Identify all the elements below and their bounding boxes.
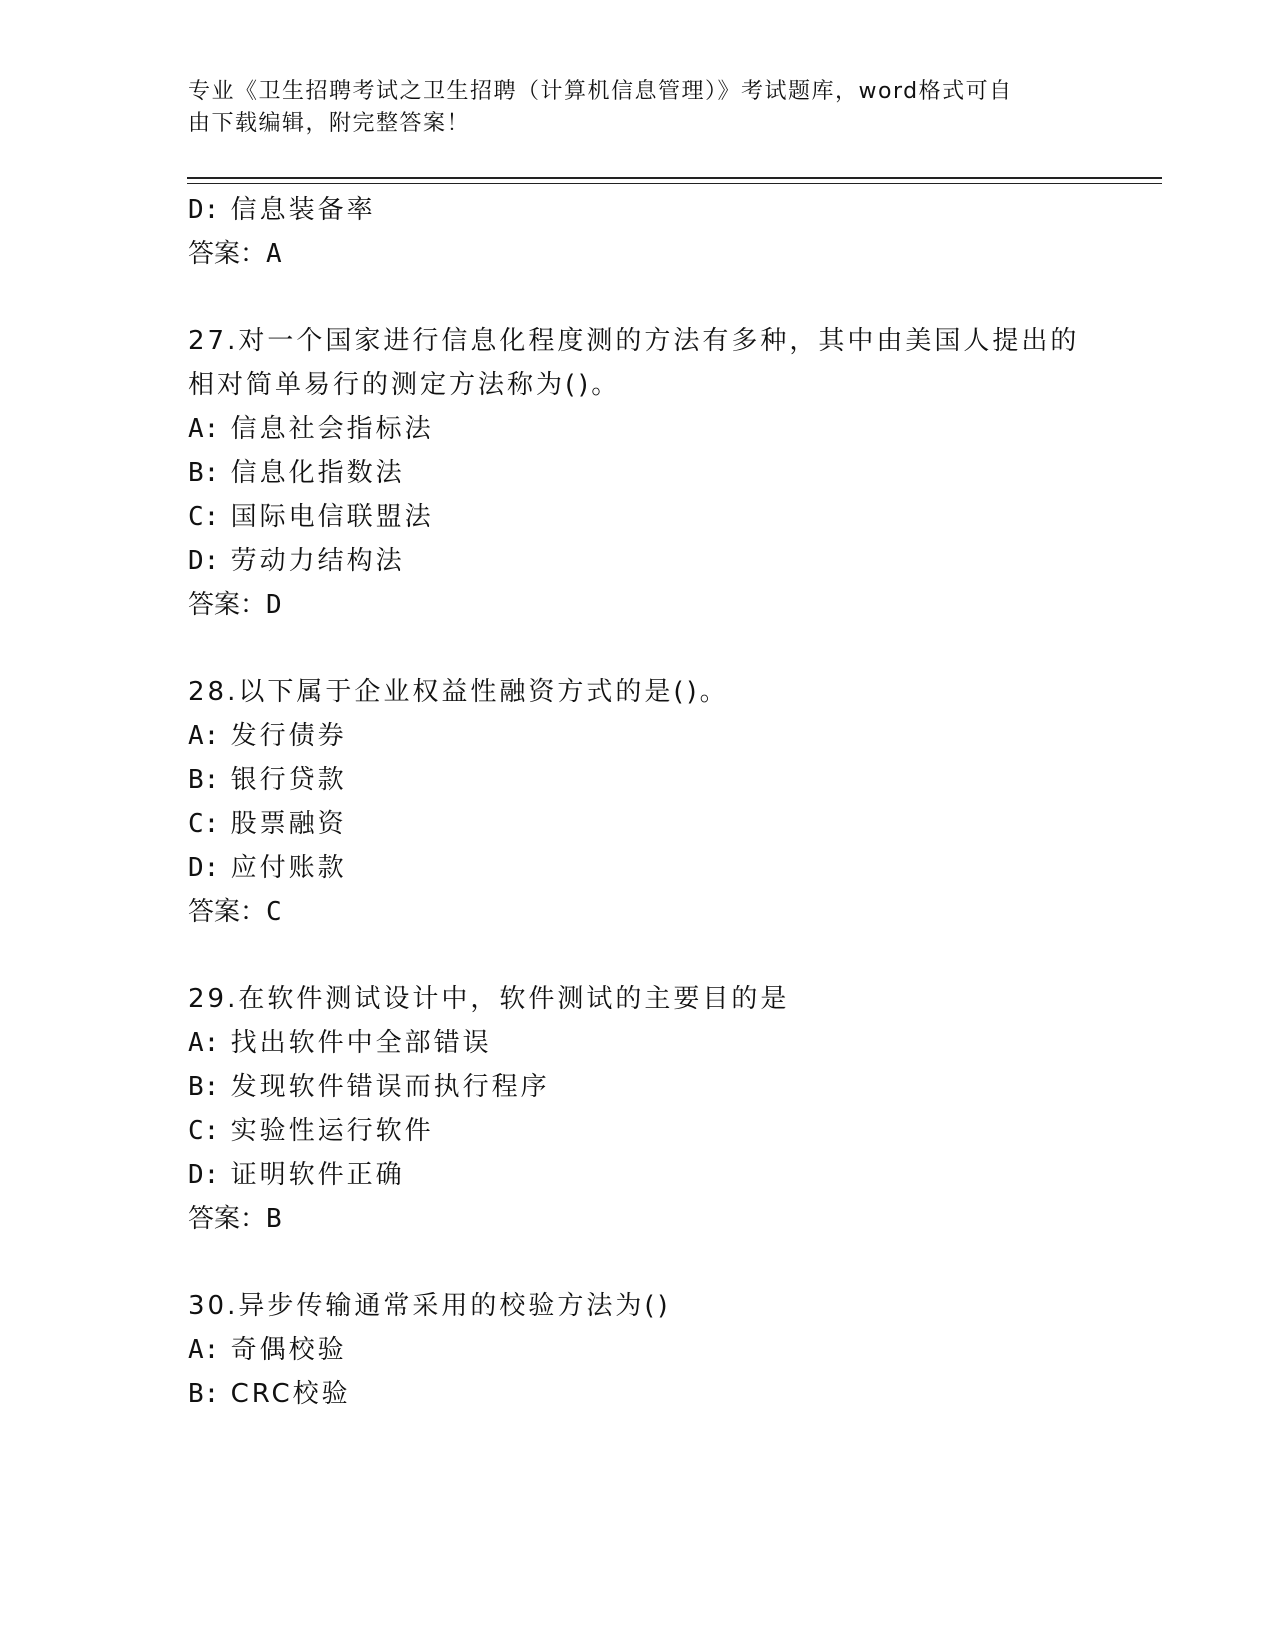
option-letter: D:	[188, 853, 220, 883]
option-text: 信息社会指标法	[230, 414, 434, 444]
question-28-option-a	[188, 718, 347, 754]
option-text: 发现软件错误而执行程序	[230, 1072, 550, 1102]
question-30-option-a	[188, 1332, 347, 1368]
question-29-line-1: 29.在软件测试设计中，软件测试的主要目的是	[188, 984, 790, 1014]
question-28-option-c	[188, 806, 347, 842]
option-letter: D:	[188, 1160, 220, 1190]
option-letter: D:	[188, 195, 220, 225]
question-27-answer	[188, 587, 282, 623]
option-text: 应付账款	[230, 853, 347, 883]
question-27-option-c	[188, 499, 434, 535]
answer-value: B	[266, 1204, 282, 1234]
option-text: 奇偶校验	[230, 1335, 347, 1365]
answer-line	[188, 236, 282, 272]
answer-label: 答案：	[188, 590, 267, 620]
question-29-option-b	[188, 1069, 550, 1105]
answer-label: 答案：	[188, 239, 267, 269]
question-27-option-a	[188, 411, 434, 447]
answer-label: 答案：	[188, 897, 267, 927]
option-text: 国际电信联盟法	[230, 502, 434, 532]
question-28-option-d	[188, 850, 347, 886]
question-29-option-a	[188, 1025, 492, 1061]
answer-value: A	[266, 239, 282, 269]
option-letter: B:	[188, 1379, 220, 1409]
option-letter: A:	[188, 721, 220, 751]
option-text: 发行债券	[230, 721, 347, 751]
question-27-option-b	[188, 455, 405, 491]
question-29-answer	[188, 1201, 282, 1237]
question-27-option-d	[188, 543, 405, 579]
option-letter: C:	[188, 809, 220, 839]
option-text: 银行贷款	[230, 765, 347, 795]
question-27-line-2: 相对简单易行的测定方法称为()。	[188, 370, 621, 400]
option-letter: B:	[188, 1072, 220, 1102]
document-header	[188, 76, 1088, 140]
option-text: 找出软件中全部错误	[230, 1028, 492, 1058]
answer-value: C	[266, 897, 282, 927]
option-text: 实验性运行软件	[230, 1116, 434, 1146]
option-letter: C:	[188, 502, 220, 532]
question-27-line-1: 27.对一个国家进行信息化程度测的方法有多种，其中由美国人提出的	[188, 326, 1080, 356]
question-30-line-1: 30.异步传输通常采用的校验方法为()	[188, 1291, 671, 1321]
header-line-1: 专业《卫生招聘考试之卫生招聘（计算机信息管理）》考试题库，word格式可自	[188, 79, 1013, 104]
question-28-answer	[188, 894, 282, 930]
question-30-option-b	[188, 1376, 351, 1412]
question-29-option-c	[188, 1113, 434, 1149]
option-text: 信息装备率	[230, 195, 376, 225]
option-letter: A:	[188, 1028, 220, 1058]
header-divider-thin	[187, 183, 1162, 184]
option-letter: C:	[188, 1116, 220, 1146]
header-divider-thick	[187, 177, 1162, 179]
answer-label: 答案：	[188, 1204, 267, 1234]
option-letter: B:	[188, 765, 220, 795]
option-text: 证明软件正确	[230, 1160, 405, 1190]
option-text: CRC校验	[230, 1379, 351, 1409]
header-line-2: 由下载编辑，附完整答案！	[188, 111, 471, 136]
option-text: 劳动力结构法	[230, 546, 405, 576]
option-letter: D:	[188, 546, 220, 576]
question-28-option-b	[188, 762, 347, 798]
answer-value: D	[266, 590, 282, 620]
option-letter: A:	[188, 1335, 220, 1365]
option-text: 股票融资	[230, 809, 347, 839]
question-28-line-1: 28.以下属于企业权益性融资方式的是()。	[188, 677, 729, 707]
option-letter: A:	[188, 414, 220, 444]
option-text: 信息化指数法	[230, 458, 405, 488]
question-29-option-d	[188, 1157, 405, 1193]
option-d	[188, 192, 376, 228]
option-letter: B:	[188, 458, 220, 488]
